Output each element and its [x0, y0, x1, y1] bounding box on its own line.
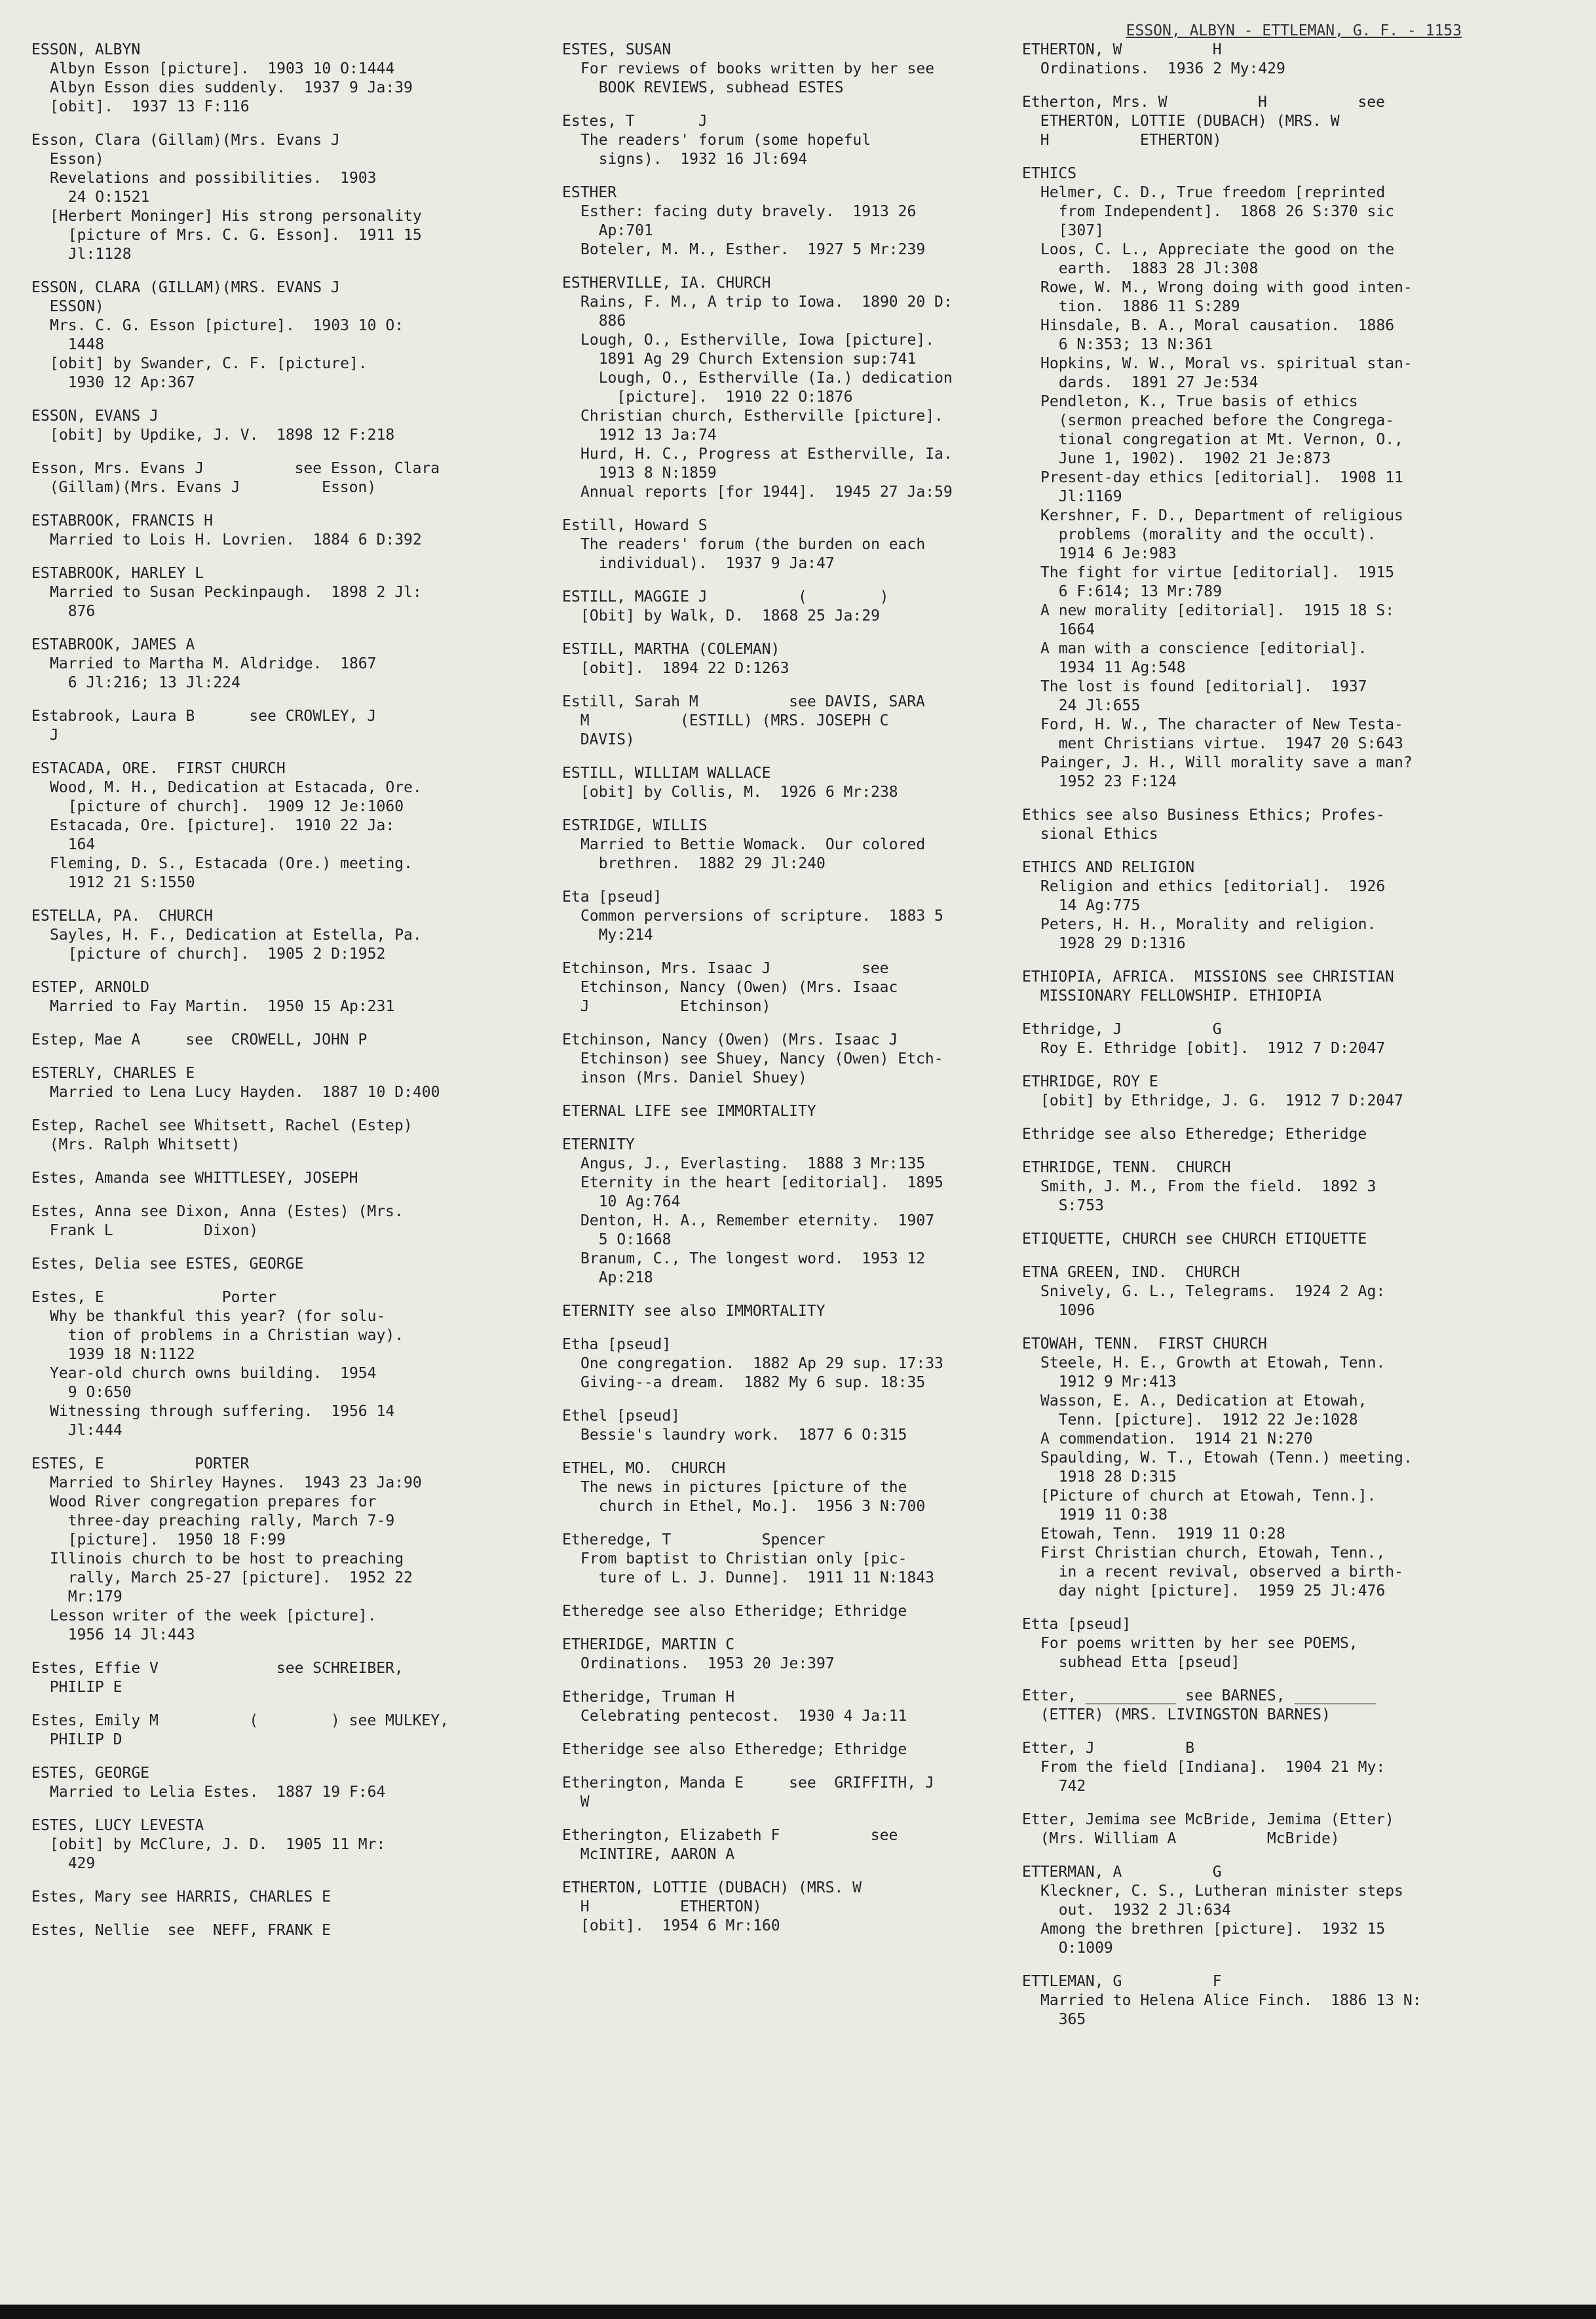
entry-citation: Etowah, Tenn. 1919 11 O:28: [1040, 1525, 1285, 1543]
index-entry: [1022, 1230, 1481, 1249]
entry-citation: A new morality [editorial]. 1915 18 S: 1664: [1040, 602, 1395, 638]
index-entry: [1022, 1687, 1481, 1725]
entry-citation: The lost is found [editorial]. 1937 24 Jl:655: [1040, 678, 1367, 714]
entry-heading: ETERNAL LIFE see IMMORTALITY: [562, 1103, 816, 1120]
index-entry: [31, 512, 516, 550]
entry-citation: For reviews of books written by her see BOOK REVIEWS, subhead ESTES: [580, 60, 935, 96]
page-header: ESSON, ALBYN - ETTLEMAN, G. F. - 1153: [1126, 22, 1462, 39]
entry-citation: Religion and ethics [editorial]. 1926 14 Ag:775: [1040, 878, 1386, 914]
entry-heading: Ethics see also Business Ethics; Profes- sional Ethics: [1022, 807, 1385, 843]
entry-heading: ETHERTON, LOTTIE (DUBACH) (MRS. W H ETHERTON): [562, 1879, 862, 1915]
entry-heading: ESSON, CLARA (GILLAM)(MRS. EVANS J ESSON): [31, 279, 340, 315]
entry-heading: Eta [pseud]: [562, 889, 662, 906]
entry-heading: ESSON, EVANS J: [31, 408, 159, 425]
entry-citation: Estacada, Ore. [picture]. 1910 22 Ja: 164: [50, 817, 395, 853]
entry-citation: Married to Lena Lucy Hayden. 1887 10 D:400: [50, 1084, 440, 1101]
index-entry: [31, 1921, 516, 1940]
entry-heading: ESTES, GEORGE: [31, 1765, 150, 1782]
entry-citation: Kershner, F. D., Department of religious problems (morality and the occult). 1914 6 Je:983: [1040, 507, 1403, 562]
index-entry: [562, 1531, 1047, 1588]
index-entry: [31, 1816, 516, 1873]
entry-citation: Ford, H. W., The character of New Testa- ment Christians virtue. 1947 20 S:643: [1040, 716, 1403, 752]
entry-heading: ESTACADA, ORE. FIRST CHURCH: [31, 760, 286, 777]
entry-heading: ETERNITY: [562, 1136, 635, 1153]
entry-citation: Married to Martha M. Aldridge. 1867 6 Jl:216; 13 Jl:224: [50, 655, 377, 691]
entry-citation: Wood River congregation prepares for three-day preaching rally, March 7-9 [picture]. 1950 18 F:99: [50, 1493, 395, 1548]
entry-citation: Annual reports [for 1944]. 1945 27 Ja:59: [580, 484, 953, 501]
index-entry: [1022, 1159, 1481, 1216]
entry-heading: Etheridge, Truman H: [562, 1689, 735, 1706]
entry-heading: Etheredge, T Spencer: [562, 1531, 826, 1548]
entry-heading: ETHICS AND RELIGION: [1022, 859, 1195, 876]
entry-citation: [obit] by Updike, J. V. 1898 12 F:218: [50, 427, 395, 444]
entry-citation: Rains, F. M., A trip to Iowa. 1890 20 D: 886: [580, 294, 953, 330]
index-entry: [562, 693, 1047, 750]
entry-citation: Lough, O., Estherville (Ia.) dedication [picture]. 1910 22 O:1876: [598, 370, 953, 406]
index-entry: [1022, 164, 1481, 792]
entry-heading: ESTHER: [562, 184, 617, 201]
entry-citation: Married to Shirley Haynes. 1943 23 Ja:90: [50, 1474, 422, 1491]
index-entry: [1022, 1863, 1481, 1958]
entry-citation: Angus, J., Everlasting. 1888 3 Mr:135: [580, 1155, 926, 1172]
entry-citation: Denton, H. A., Remember eternity. 1907 5 O:1668: [580, 1212, 935, 1248]
entry-citation: [obit] by McClure, J. D. 1905 11 Mr: 429: [50, 1836, 386, 1872]
index-entry: [1022, 1125, 1481, 1144]
entry-citation: A man with a conscience [editorial]. 1934 11 Ag:548: [1040, 640, 1367, 676]
entry-heading: ETTLEMAN, G F: [1022, 1973, 1222, 1990]
entry-citation: [Picture of church at Etowah, Tenn.]. 1919 11 O:38: [1040, 1487, 1377, 1524]
entry-heading: Etheridge see also Etheredge; Ethridge: [562, 1741, 907, 1758]
index-entry: [562, 516, 1047, 573]
index-entry: [31, 41, 516, 117]
index-entry: [1022, 806, 1481, 844]
index-entry: [1022, 1335, 1481, 1601]
index-entry: [31, 1659, 516, 1697]
entry-heading: ETHRIDGE, ROY E: [1022, 1073, 1158, 1090]
index-entry: [1022, 1020, 1481, 1058]
index-entry: [562, 1335, 1047, 1392]
index-entry: [31, 1288, 516, 1440]
index-entry: [31, 978, 516, 1016]
index-entry: [562, 764, 1047, 802]
entry-heading: ETHERIDGE, MARTIN C: [562, 1636, 735, 1653]
entry-citation: From baptist to Christian only [pic- ture of L. J. Dunne]. 1911 11 N:1843: [580, 1550, 935, 1586]
index-entry: [562, 888, 1047, 945]
entry-heading: Etter, __________ see BARNES, _________ (ETTER) (MRS. LIVINGSTON BARNES): [1022, 1687, 1377, 1723]
entry-heading: ETERNITY see also IMMORTALITY: [562, 1303, 826, 1320]
index-entry: [562, 1740, 1047, 1759]
entry-citation: Branum, C., The longest word. 1953 12 Ap:218: [580, 1250, 926, 1286]
index-entry: [31, 1455, 516, 1645]
entry-citation: Married to Lelia Estes. 1887 19 F:64: [50, 1784, 386, 1801]
entry-citation: Pendleton, K., True basis of ethics (sermon preached before the Congrega- tional congregation at Mt. Vernon, O., June 1, 1902). 1902 21 Je:873: [1040, 393, 1403, 467]
entry-citation: Roy E. Ethridge [obit]. 1912 7 D:2047: [1040, 1040, 1386, 1057]
index-entry: [562, 112, 1047, 169]
index-entry: [562, 1031, 1047, 1088]
entry-heading: ESTABROOK, FRANCIS H: [31, 512, 213, 529]
entry-citation: Hinsdale, B. A., Moral causation. 1886 6 N:353; 13 N:361: [1040, 317, 1395, 353]
entry-heading: Etherington, Manda E see GRIFFITH, J W: [562, 1774, 934, 1811]
entry-citation: Wasson, E. A., Dedication at Etowah, Tenn. [picture]. 1912 22 Je:1028: [1040, 1392, 1367, 1428]
index-entry: [1022, 1811, 1481, 1849]
entry-heading: Estep, Rachel see Whitsett, Rachel (Estep) (Mrs. Ralph Whitsett): [31, 1117, 413, 1153]
entry-citation: A commendation. 1914 21 N:270: [1040, 1430, 1313, 1447]
entry-heading: ESTABROOK, JAMES A: [31, 636, 195, 653]
index-entry: [1022, 93, 1481, 150]
entry-citation: Married to Susan Peckinpaugh. 1898 2 Jl: 876: [50, 584, 422, 620]
index-entry: [31, 1117, 516, 1155]
entry-heading: Estes, E Porter: [31, 1289, 276, 1306]
entry-heading: Etherington, Elizabeth F see McINTIRE, AARON A: [562, 1827, 898, 1863]
index-entry: [31, 1064, 516, 1102]
index-entry: [1022, 858, 1481, 953]
entry-heading: ETHRIDGE, TENN. CHURCH: [1022, 1159, 1231, 1176]
entry-citation: The news in pictures [picture of the church in Ethel, Mo.]. 1956 3 N:700: [580, 1479, 926, 1515]
entry-citation: The readers' forum (the burden on each individual). 1937 9 Ja:47: [580, 536, 926, 572]
index-entry: [562, 1459, 1047, 1516]
index-entry: [1022, 1739, 1481, 1796]
entry-citation: Ordinations. 1936 2 My:429: [1040, 60, 1285, 77]
entry-heading: ETTERMAN, A G: [1022, 1864, 1222, 1881]
index-column-2: [562, 41, 1047, 1950]
entry-heading: ESTES, SUSAN: [562, 41, 672, 58]
index-entry: [1022, 1972, 1481, 2029]
entry-citation: First Christian church, Etowah, Tenn., in a recent revival, observed a birth- day night [picture]. 1959 25 Jl:476: [1040, 1544, 1403, 1600]
index-entry: [31, 907, 516, 964]
entry-heading: ETHICS: [1022, 165, 1077, 182]
entry-heading: Estabrook, Laura B see CROWLEY, J J: [31, 708, 377, 744]
entry-citation: Lough, O., Estherville, Iowa [picture]. 1891 Ag 29 Church Extension sup:741: [580, 332, 935, 368]
index-entry: [1022, 968, 1481, 1006]
entry-citation: Eternity in the heart [editorial]. 1895 10 Ag:764: [580, 1174, 943, 1210]
entry-citation: Year-old church owns building. 1954 9 O:650: [50, 1365, 377, 1401]
index-entry: [562, 274, 1047, 502]
entry-heading: Estes, Emily M ( ) see MULKEY, PHILIP D: [31, 1712, 449, 1748]
entry-heading: ETHERTON, W H: [1022, 41, 1222, 58]
entry-heading: Estes, Anna see Dixon, Anna (Estes) (Mrs. Frank L Dixon): [31, 1203, 404, 1239]
entry-heading: ESTABROOK, HARLEY L: [31, 565, 204, 582]
index-entry: [562, 1774, 1047, 1812]
entry-heading: ETIQUETTE, CHURCH see CHURCH ETIQUETTE: [1022, 1231, 1367, 1248]
entry-citation: Married to Fay Martin. 1950 15 Ap:231: [50, 998, 395, 1015]
index-entry: [31, 407, 516, 445]
entry-heading: Estes, Nellie see NEFF, FRANK E: [31, 1922, 331, 1939]
entry-citation: Steele, H. E., Growth at Etowah, Tenn. 1912 9 Mr:413: [1040, 1354, 1386, 1390]
entry-citation: Fleming, D. S., Estacada (Ore.) meeting. 1912 21 S:1550: [50, 855, 413, 891]
index-entry: [562, 640, 1047, 678]
entry-citation: Hurd, H. C., Progress at Estherville, Ia. 1913 8 N:1859: [580, 446, 953, 482]
entry-citation: One congregation. 1882 Ap 29 sup. 17:33: [580, 1355, 943, 1372]
entry-citation: Helmer, C. D., True freedom [reprinted from Independent]. 1868 26 S:370 sic [307]: [1040, 184, 1395, 239]
entry-citation: From the field [Indiana]. 1904 21 My: 742: [1040, 1759, 1386, 1795]
entry-citation: Witnessing through suffering. 1956 14 Jl:444: [50, 1403, 395, 1439]
entry-heading: Estill, Sarah M see DAVIS, SARA M (ESTILL) (MRS. JOSEPH C DAVIS): [562, 693, 925, 748]
entry-citation: Among the brethren [picture]. 1932 15 O:1009: [1040, 1921, 1386, 1957]
entry-heading: Etta [pseud]: [1022, 1616, 1131, 1633]
entry-heading: ETNA GREEN, IND. CHURCH: [1022, 1264, 1240, 1281]
entry-citation: Wood, M. H., Dedication at Estacada, Ore. [picture of church]. 1909 12 Je:1060: [50, 779, 422, 815]
entry-heading: ESTILL, MAGGIE J ( ): [562, 588, 889, 605]
entry-citation: Albyn Esson [picture]. 1903 10 O:1444: [50, 60, 395, 77]
entry-heading: ETHIOPIA, AFRICA. MISSIONS see CHRISTIAN MISSIONARY FELLOWSHIP. ETHIOPIA: [1022, 968, 1394, 1005]
index-column-1: [31, 41, 516, 1955]
entry-citation: Snively, G. L., Telegrams. 1924 2 Ag: 1096: [1040, 1283, 1386, 1319]
entry-heading: Ethel [pseud]: [562, 1408, 681, 1425]
entry-heading: ESTILL, MARTHA (COLEMAN): [562, 641, 780, 658]
entry-citation: Married to Lois H. Lovrien. 1884 6 D:392: [50, 531, 422, 548]
entry-citation: Hopkins, W. W., Moral vs. spiritual stan- dards. 1891 27 Je:534: [1040, 355, 1413, 391]
entry-citation: [obit]. 1954 6 Mr:160: [580, 1917, 780, 1934]
entry-citation: Kleckner, C. S., Lutheran minister steps out. 1932 2 Jl:634: [1040, 1883, 1403, 1919]
index-entry: [562, 1602, 1047, 1621]
entry-heading: ESTES, LUCY LEVESTA: [31, 1817, 204, 1834]
index-entry: [31, 1031, 516, 1050]
index-entry: [31, 1169, 516, 1188]
index-entry: [1022, 1073, 1481, 1111]
index-entry: [562, 183, 1047, 259]
index-entry: [1022, 1263, 1481, 1320]
index-entry: [562, 1102, 1047, 1121]
entry-citation: Mrs. C. G. Esson [picture]. 1903 10 O: 1448: [50, 317, 404, 353]
index-entry: [562, 1826, 1047, 1864]
entry-heading: Esson, Clara (Gillam)(Mrs. Evans J Esson): [31, 132, 340, 168]
entry-citation: [obit]. 1937 13 F:116: [50, 98, 250, 115]
entry-heading: ESTILL, WILLIAM WALLACE: [562, 765, 771, 782]
entry-citation: [obit]. 1894 22 D:1263: [580, 660, 789, 677]
index-entry: [31, 1255, 516, 1274]
index-entry: [1022, 1615, 1481, 1672]
entry-heading: Etha [pseud]: [562, 1336, 672, 1353]
entry-heading: Ethridge see also Etheredge; Etheridge: [1022, 1126, 1367, 1143]
index-entry: [31, 1888, 516, 1907]
index-entry: [31, 707, 516, 745]
entry-citation: Married to Bettie Womack. Our colored brethren. 1882 29 Jl:240: [580, 836, 926, 872]
entry-citation: Christian church, Estherville [picture]. 1912 13 Ja:74: [580, 408, 943, 444]
index-entry: [31, 1712, 516, 1750]
entry-heading: ESTEP, ARNOLD: [31, 979, 150, 996]
entry-citation: For poems written by her see POEMS, subhead Etta [pseud]: [1040, 1635, 1358, 1671]
entry-citation: Esther: facing duty bravely. 1913 26 Ap:701: [580, 203, 917, 239]
entry-heading: Etchinson, Mrs. Isaac J see Etchinson, Nancy (Owen) (Mrs. Isaac J Etchinson): [562, 960, 898, 1015]
entry-citation: Painger, J. H., Will morality save a man? 1952 23 F:124: [1040, 754, 1413, 790]
entry-citation: Revelations and possibilities. 1903 24 O:1521: [50, 170, 377, 206]
index-entry: [1022, 41, 1481, 79]
entry-heading: Estep, Mae A see CROWELL, JOHN P: [31, 1031, 368, 1048]
entry-heading: Estill, Howard S: [562, 517, 708, 534]
index-entry: [562, 1879, 1047, 1936]
entry-heading: ESTHERVILLE, IA. CHURCH: [562, 275, 771, 292]
entry-citation: Bessie's laundry work. 1877 6 O:315: [580, 1427, 907, 1444]
index-entry: [562, 1688, 1047, 1726]
index-entry: [562, 1302, 1047, 1321]
index-entry: [562, 41, 1047, 98]
entry-citation: Why be thankful this year? (for solu- tion of problems in a Christian way). 1939 18 N:1122: [50, 1308, 404, 1363]
entry-heading: ESSON, ALBYN: [31, 41, 141, 58]
index-entry: [31, 459, 516, 497]
index-entry: [562, 816, 1047, 873]
entry-heading: Etchinson, Nancy (Owen) (Mrs. Isaac J Etchinson) see Shuey, Nancy (Owen) Etch- inson (Mrs. Daniel Shuey): [562, 1031, 943, 1086]
entry-citation: Illinois church to be host to preaching rally, March 25-27 [picture]. 1952 22 Mr:179: [50, 1550, 413, 1605]
entry-heading: Etheredge see also Etheridge; Ethridge: [562, 1603, 907, 1620]
index-entry: [562, 1136, 1047, 1288]
entry-heading: Estes, T J: [562, 113, 708, 130]
entry-citation: [obit] by Ethridge, J. G. 1912 7 D:2047: [1040, 1092, 1403, 1109]
entry-citation: [Obit] by Walk, D. 1868 25 Ja:29: [580, 607, 880, 624]
index-entry: [31, 131, 516, 264]
index-entry: [31, 564, 516, 621]
entry-citation: [Herbert Moninger] His strong personality [picture of Mrs. C. G. Esson]. 1911 15 Jl:1128: [50, 208, 422, 263]
entry-citation: Peters, H. H., Morality and religion. 1928 29 D:1316: [1040, 916, 1377, 952]
entry-heading: Etherton, Mrs. W H see ETHERTON, LOTTIE (DUBACH) (MRS. W H ETHERTON): [1022, 94, 1385, 149]
entry-heading: Etter, Jemima see McBride, Jemima (Etter) (Mrs. William A McBride): [1022, 1811, 1394, 1847]
entry-heading: Esson, Mrs. Evans J see Esson, Clara (Gillam)(Mrs. Evans J Esson): [31, 460, 440, 496]
entry-citation: Common perversions of scripture. 1883 5 My:214: [580, 908, 943, 944]
entry-citation: The fight for virtue [editorial]. 1915 6 F:614; 13 Mr:789: [1040, 564, 1395, 600]
entry-citation: [obit] by Swander, C. F. [picture]. 1930 12 Ap:367: [50, 355, 368, 391]
entry-heading: ESTRIDGE, WILLIS: [562, 817, 708, 834]
entry-heading: Estes, Effie V see SCHREIBER, PHILIP E: [31, 1660, 404, 1696]
entry-heading: Estes, Mary see HARRIS, CHARLES E: [31, 1888, 331, 1906]
entry-heading: Estes, Delia see ESTES, GEORGE: [31, 1255, 304, 1273]
entry-citation: Married to Helena Alice Finch. 1886 13 N: 365: [1040, 1992, 1422, 2028]
entry-citation: Lesson writer of the week [picture]. 1956 14 Jl:443: [50, 1607, 377, 1643]
entry-citation: Albyn Esson dies suddenly. 1937 9 Ja:39: [50, 79, 413, 96]
index-entry: [31, 1764, 516, 1802]
entry-citation: Giving--a dream. 1882 My 6 sup. 18:35: [580, 1374, 926, 1391]
entry-heading: Etter, J B: [1022, 1740, 1195, 1757]
entry-heading: Estes, Amanda see WHITTLESEY, JOSEPH: [31, 1170, 358, 1187]
entry-citation: Sayles, H. F., Dedication at Estella, Pa. [picture of church]. 1905 2 D:1952: [50, 927, 422, 963]
entry-heading: ESTES, E PORTER: [31, 1455, 250, 1472]
index-entry: [562, 1636, 1047, 1674]
index-entry: [562, 1407, 1047, 1445]
index-column-3: [1022, 41, 1481, 2044]
entry-citation: Loos, C. L., Appreciate the good on the earth. 1883 28 Jl:308: [1040, 241, 1395, 277]
index-entry: [562, 588, 1047, 626]
index-entry: [31, 1202, 516, 1240]
entry-heading: ETOWAH, TENN. FIRST CHURCH: [1022, 1335, 1267, 1352]
index-entry: [31, 636, 516, 693]
entry-citation: Celebrating pentecost. 1930 4 Ja:11: [580, 1708, 907, 1725]
entry-heading: ETHEL, MO. CHURCH: [562, 1460, 726, 1477]
entry-heading: ESTELLA, PA. CHURCH: [31, 908, 213, 925]
entry-heading: Ethridge, J G: [1022, 1021, 1222, 1038]
entry-citation: Present-day ethics [editorial]. 1908 11 Jl:1169: [1040, 469, 1403, 505]
entry-citation: [obit] by Collis, M. 1926 6 Mr:238: [580, 784, 898, 801]
entry-citation: Smith, J. M., From the field. 1892 3 S:753: [1040, 1178, 1377, 1214]
entry-heading: ESTERLY, CHARLES E: [31, 1065, 195, 1082]
entry-citation: Rowe, W. M., Wrong doing with good inten- tion. 1886 11 S:289: [1040, 279, 1413, 315]
index-entry: [31, 278, 516, 393]
scan-edge-shadow: [0, 2305, 1596, 2319]
entry-citation: Ordinations. 1953 20 Je:397: [580, 1655, 835, 1672]
entry-citation: Spaulding, W. T., Etowah (Tenn.) meeting. 1918 28 D:315: [1040, 1449, 1413, 1485]
index-entry: [31, 759, 516, 892]
index-entry: [562, 959, 1047, 1016]
entry-citation: The readers' forum (some hopeful signs). 1932 16 Jl:694: [580, 132, 871, 168]
entry-citation: Boteler, M. M., Esther. 1927 5 Mr:239: [580, 241, 926, 258]
